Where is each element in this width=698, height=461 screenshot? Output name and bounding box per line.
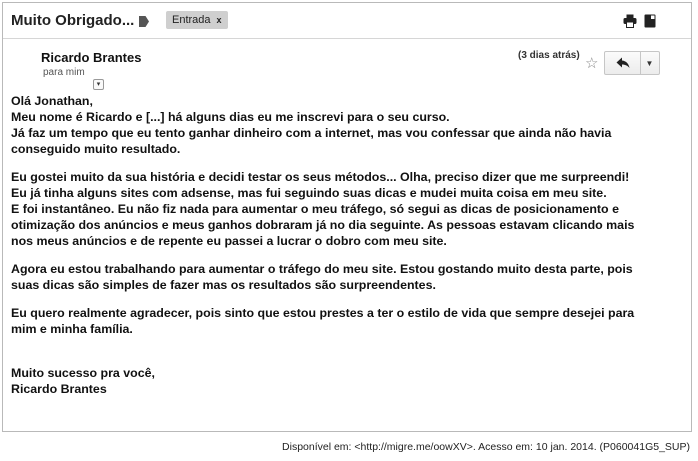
body-line: conseguido muito resultado. [11, 142, 181, 156]
body-line: E foi instantâneo. Eu não fiz nada para aumentar o meu tráfego, só segui as dicas de posicionamento e [11, 202, 619, 216]
inbox-label-chip[interactable] [166, 11, 228, 29]
body-line: suas dicas são simples de fazer mas os resultados são surpreendentes. [11, 278, 436, 292]
reply-button-group [604, 51, 660, 75]
email-timestamp: (3 dias atrás) [518, 50, 580, 61]
source-citation: Disponível em: <http://migre.me/oowXV>. Acesso em: 10 jan. 2014. (P060041G5_SUP) [282, 441, 690, 453]
body-line: otimização dos anúncios e meus ganhos dobraram já no dia seguinte. As pessoas estavam clicando mais [11, 218, 635, 232]
more-options-button[interactable] [640, 52, 659, 74]
recipient-label: para mim [43, 67, 85, 78]
print-icon[interactable] [623, 14, 637, 33]
body-line: Meu nome é Ricardo e [...] há alguns dias eu me inscrevi para o seu curso. [11, 110, 450, 124]
chevron-down-icon: ▼ [645, 58, 654, 68]
body-line: Eu quero realmente agradecer, pois sinto que estou prestes a ter o estilo de vida que sempre desejei para [11, 306, 635, 320]
signature: Ricardo Brantes [11, 382, 107, 396]
greeting: Olá Jonathan, [11, 94, 93, 108]
chevron-down-icon: ▾ [96, 81, 101, 88]
body-line: nos meus anúncios e de repente eu passei a lucrar o dobro com meu site. [11, 234, 447, 248]
star-icon[interactable]: ☆ [585, 55, 599, 72]
label-arrow-icon[interactable] [139, 16, 149, 27]
email-subject: Muito Obrigado... [11, 12, 135, 29]
body-line: Eu gostei muito da sua história e decidi testar os seus métodos... Olha, preciso dizer que me surpreendi! [11, 170, 630, 184]
sender-name[interactable]: Ricardo Brantes [41, 50, 142, 65]
remove-label-button[interactable]: x [216, 15, 222, 25]
body-line: Já faz um tempo que eu tento ganhar dinheiro com a internet, mas vou confessar que ainda não havia [11, 126, 612, 140]
inbox-label-text: Entrada [172, 14, 211, 26]
body-line: mim e minha família. [11, 322, 133, 336]
email-header-bar [3, 3, 691, 39]
reply-arrow-icon [616, 57, 630, 69]
body-line: Agora eu estou trabalhando para aumentar o tráfego do meu site. Estou gostando muito desta parte, pois [11, 262, 633, 276]
reply-button[interactable] [605, 52, 641, 74]
body-line: Eu já tinha alguns sites com adsense, mas fui seguindo suas dicas e mudei muita coisa em meu site. [11, 186, 607, 200]
email-body [11, 93, 681, 397]
closing-line: Muito sucesso pra você, [11, 366, 155, 380]
email-window [2, 2, 692, 432]
details-toggle-button[interactable] [93, 79, 104, 90]
popout-icon[interactable] [644, 14, 656, 33]
